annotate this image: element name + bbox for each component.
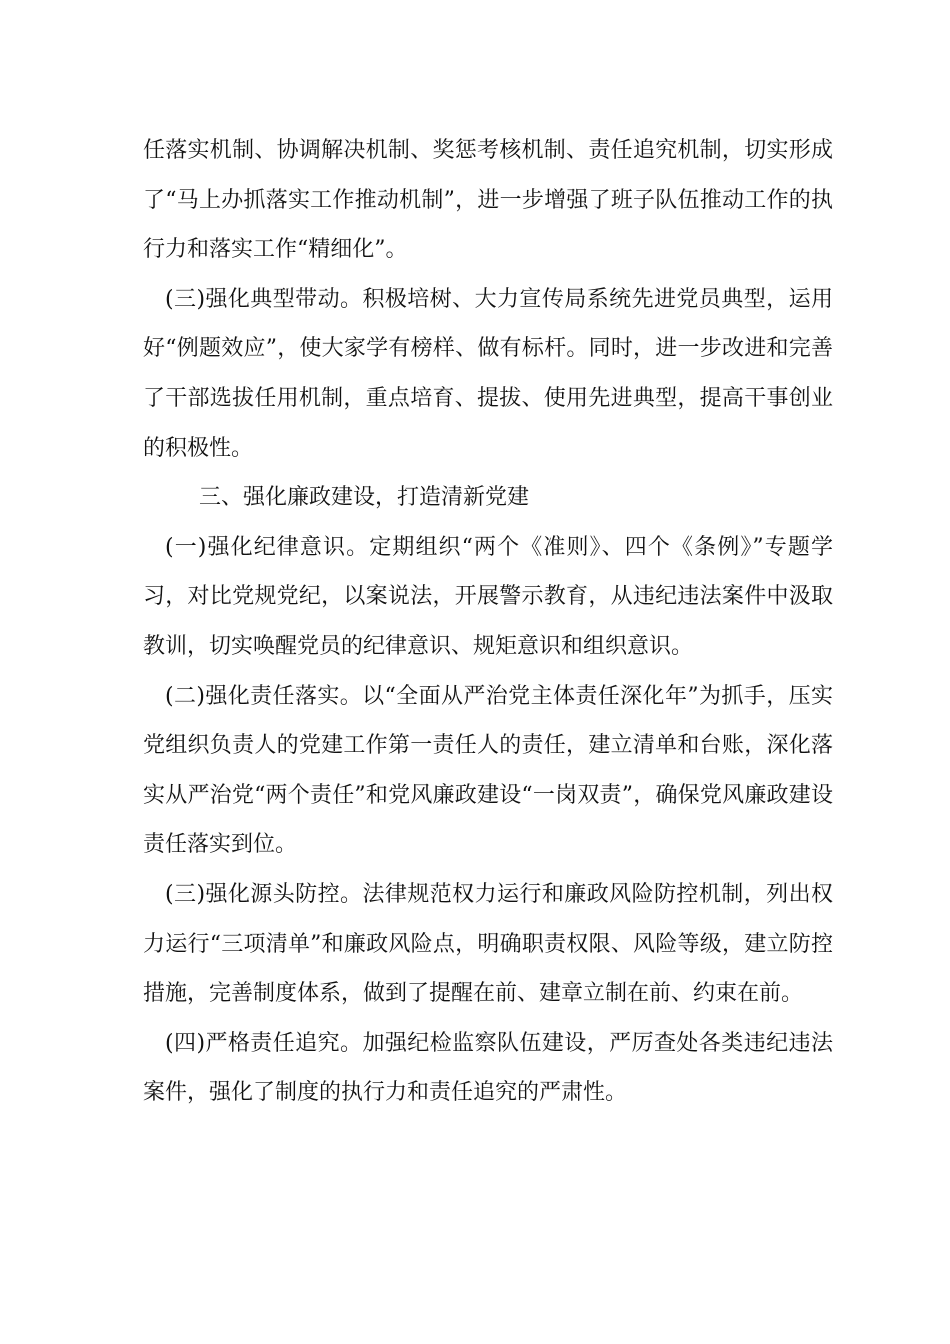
paragraph-mechanism-continuation: 任落实机制、协调解决机制、奖惩考核机制、责任追究机制，切实形成了“马上办抓落实工作推动机制”，进一步增强了班子队伍推动工作的执行力和落实工作“精细化”。 (143, 138, 833, 263)
paragraph-discipline-awareness: (一)强化纪律意识。定期组织“两个《准则》、四个《条例》”专题学习，对比党规党纪，以案说法，开展警示教育，从违纪违法案件中汲取教训，切实唤醒党员的纪律意识、规矩意识和组织意识。 (143, 534, 833, 659)
paragraph-accountability: (四)严格责任追究。加强纪检监察队伍建设，严厉查处各类违纪违法案件，强化了制度的执行力和责任追究的严肃性。 (143, 1030, 833, 1106)
paragraph-source-prevention: (三)强化源头防控。法律规范权力运行和廉政风险防控机制，列出权力运行“三项清单”和廉政风险点，明确职责权限、风险等级，建立防控措施，完善制度体系，做到了提醒在前、建章立制在前、约束在前。 (143, 881, 833, 1007)
paragraph-typical-model: (三)强化典型带动。积极培树、大力宣传局系统先进党员典型，运用好“例题效应”，使大家学有榜样、做有标杆。同时，进一步改进和完善了干部选拔任用机制，重点培育、提拔、使用先进典型，提高干事创业的积极性。 (143, 286, 833, 461)
document-body (143, 126, 833, 1118)
section-heading-clean-governance: 三、强化廉政建设，打造清新党建 (199, 485, 530, 511)
paragraph-responsibility-implementation: (二)强化责任落实。以“全面从严治党主体责任深化年”为抓手，压实党组织负责人的党建工作第一责任人的责任，建立清单和台账，深化落实从严治党“两个责任”和党风廉政建设“一岗双责”，确保党风廉政建设责任落实到位。 (143, 683, 833, 858)
